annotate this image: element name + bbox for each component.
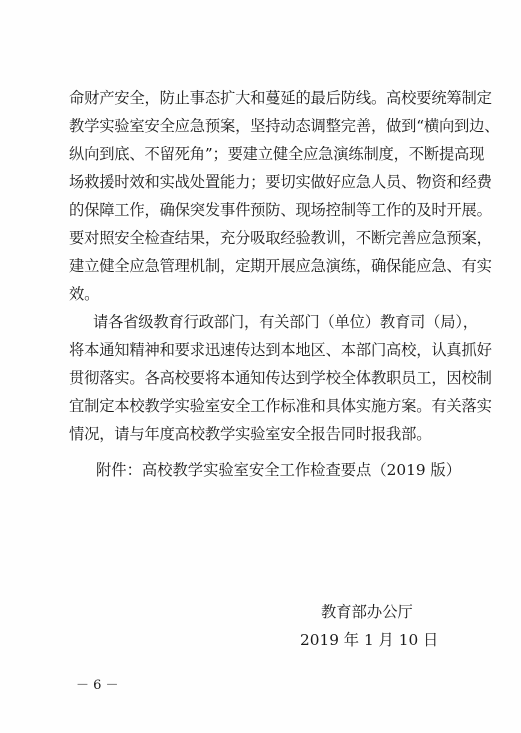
paragraph-1-line-8: 效。 bbox=[69, 285, 100, 303]
paragraph-1-line-3: 纵向到底、不留死角”；要建立健全应急演练制度，不断提高现 bbox=[69, 145, 485, 163]
paragraph-2-line-5: 情况，请与年度高校教学实验室安全报告同时报我部。 bbox=[69, 425, 432, 443]
signing-organization: 教育部办公厅 bbox=[321, 603, 413, 621]
paragraph-1-line-6: 要对照安全检查结果，充分吸取经验教训，不断完善应急预案， bbox=[69, 229, 492, 247]
paragraph-1-line-4: 场救援时效和实战处置能力；要切实做好应急人员、物资和经费 bbox=[69, 173, 492, 191]
paragraph-2-line-3: 贯彻落实。各高校要将本通知传达到学校全体教职员工，因校制 bbox=[69, 369, 492, 387]
paragraph-2-line-1: 请各省级教育行政部门，有关部门（单位）教育司（局）， bbox=[93, 313, 478, 331]
page-number: － 6 － bbox=[76, 678, 119, 693]
paragraph-1-line-5: 的保障工作，确保突发事件预防、现场控制等工作的及时开展。 bbox=[69, 201, 492, 219]
paragraph-2-line-2: 将本通知精神和要求迅速传达到本地区、本部门高校，认真抓好 bbox=[69, 341, 492, 359]
signing-date: 2019 年 1 月 10 日 bbox=[300, 631, 439, 649]
paragraph-2-line-4: 宜制定本校教学实验室安全工作标准和具体实施方案。有关落实 bbox=[69, 397, 492, 415]
paragraph-1-line-7: 建立健全应急管理机制，定期开展应急演练，确保能应急、有实 bbox=[69, 257, 492, 275]
paragraph-1-line-1: 命财产安全，防止事态扩大和蔓延的最后防线。高校要统筹制定 bbox=[69, 89, 492, 107]
paragraph-1-line-2: 教学实验室安全应急预案，坚持动态调整完善，做到“横向到边、 bbox=[69, 117, 500, 135]
attachment-note: 附件：高校教学实验室安全工作检查要点（2019 版） bbox=[96, 461, 462, 479]
